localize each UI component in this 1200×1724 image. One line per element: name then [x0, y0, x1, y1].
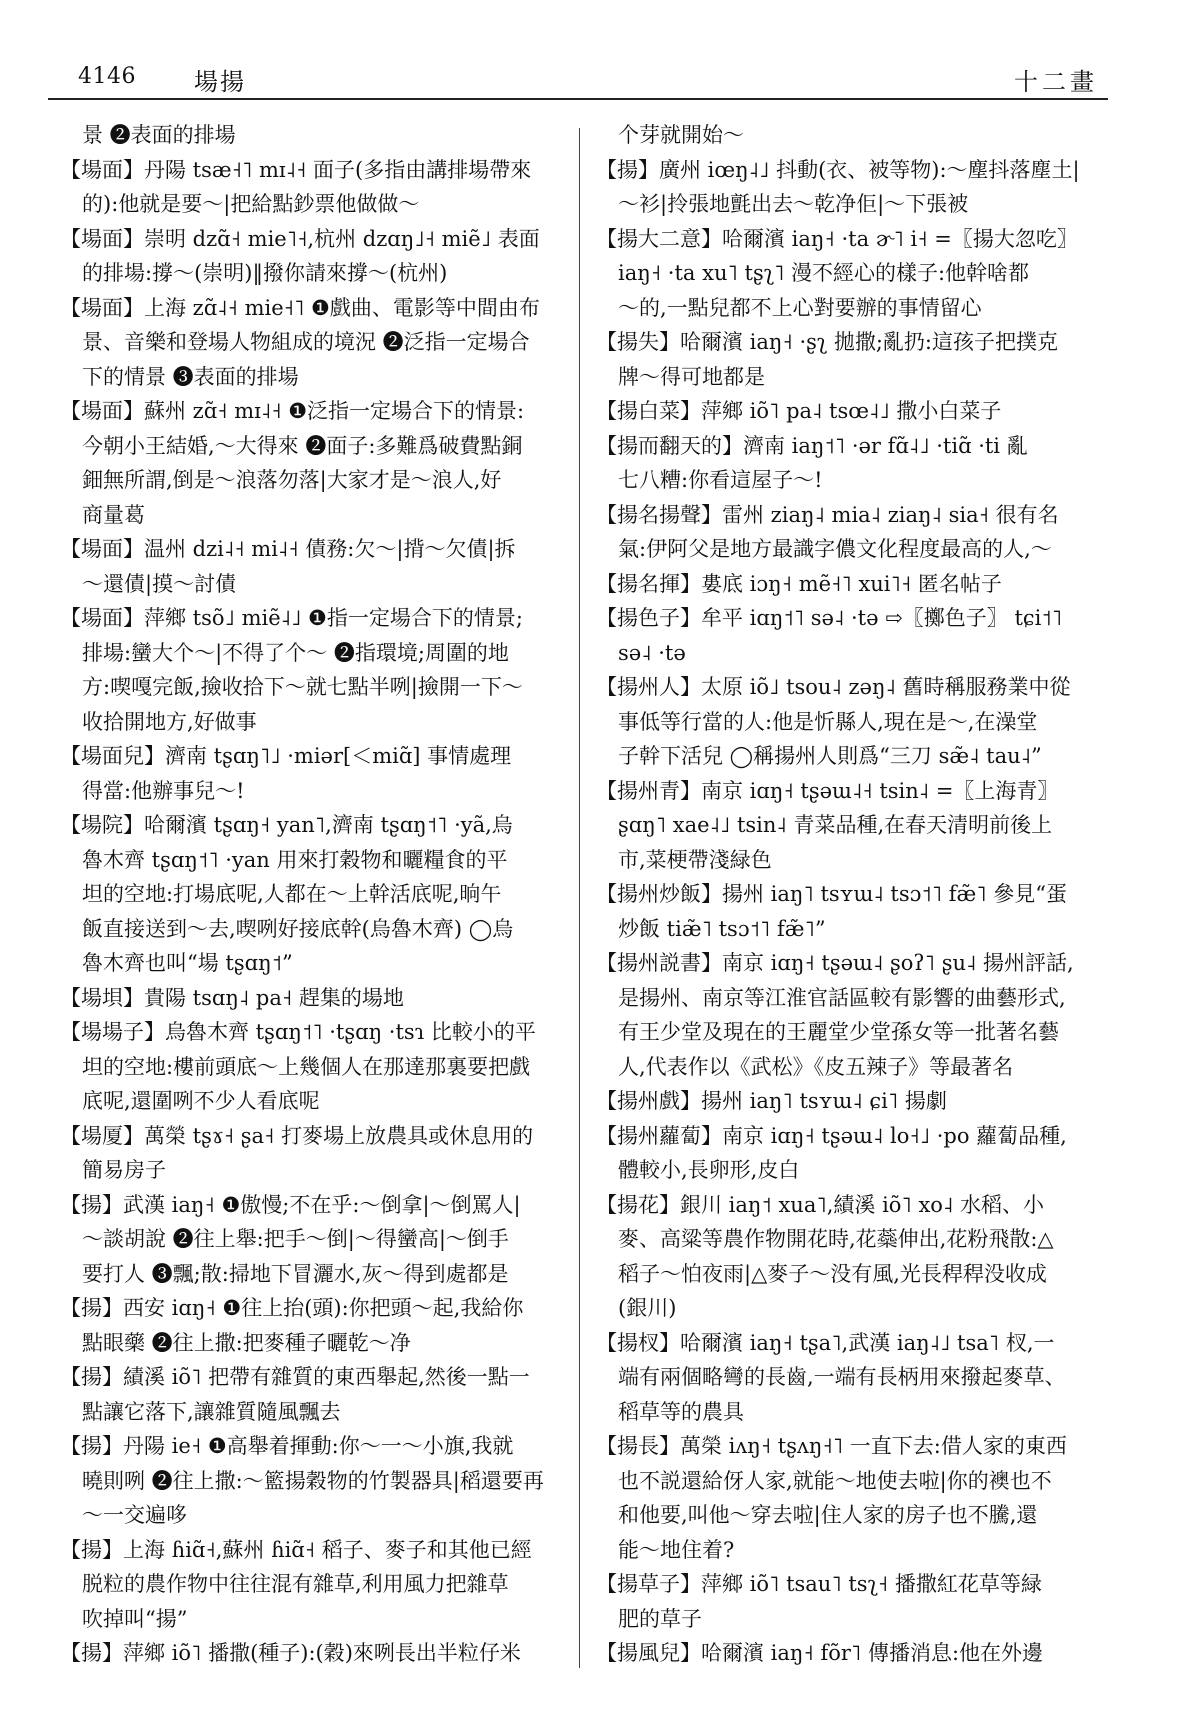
entry-line: 得當:他辦事兒～!: [82, 778, 245, 803]
entry-line: 【揚】績溪 iõ˥ 把帶有雜質的東西舉起,然後一點一: [60, 1365, 530, 1389]
entry-line: 【揚】上海 ɦiɑ̃˧,蘇州 ɦiɑ̃˧ 稻子、麥子和其他已經: [60, 1537, 532, 1562]
entry-line: ～的,一點兒都不上心對要辦的事情留心: [618, 295, 982, 320]
entry-line: 景、音樂和登場人物組成的境況 ❷泛指一定場合: [82, 330, 530, 354]
entry-line: 底呢,還圍咧不少人看底呢: [82, 1089, 320, 1113]
entry-line: 【場面】萍鄉 tsõ˩ miẽ˨˩ ❶指一定場合下的情景;: [60, 606, 523, 630]
entry-line: 【場面】温州 dzi˨˧ mi˨˧ 債務:欠～|揹～欠債|拆: [60, 537, 516, 561]
entry-line: 【揚州蘿蔔】南京 iɑŋ˧ tʂəɯ˨ lo˧˩ ·po 蘿蔔品種,: [596, 1123, 1067, 1148]
entry-line: 吹掉叫“揚”: [82, 1606, 188, 1631]
right-column: [596, 118, 1084, 1671]
entry-line: 點眼藥 ❷往上撒:把麥種子曬乾～净: [82, 1330, 411, 1355]
entry-line: 要打人 ❸飄;散:掃地下冒灑水,灰～得到處都是: [82, 1261, 509, 1286]
entry-line: 【揚草子】萍鄉 iõ˥ tsau˥ tsʅ˧ 播撒紅花草等緑: [596, 1572, 1042, 1596]
entry-line: 【揚州炒飯】揚州 iaŋ˥ tsʏɯ˨ tsɔ˦˥ fæ̃˥ 參見“蛋: [596, 882, 1068, 906]
entry-line: 氣:伊阿父是地方最識字儂文化程度最高的人,～: [618, 537, 1052, 561]
page-header: [48, 62, 1108, 100]
entry-line: 飯直接送到～去,喫咧好接底幹(烏魯木齊) ◯烏: [82, 916, 514, 941]
entry-line: 【揚名揮】婁底 iɔŋ˧ mẽ˧˥ xui˥˧ 匿名帖子: [596, 571, 1002, 596]
entry-line: 牌～得可地都是: [618, 364, 765, 389]
entry-line: 炒飯 tiæ̃˥ tsɔ˦˥ fæ̃˥”: [618, 916, 826, 941]
entry-line: 坦的空地:打場底呢,人都在～上幹活底呢,晌午: [82, 882, 502, 906]
entry-line: 【揚杈】哈爾濱 iaŋ˧ tʂa˥,武漢 iaŋ˨˩ tsa˥ 杈,一: [596, 1330, 1055, 1355]
entry-line: 【揚州人】太原 iõ˩ tsou˨ zəŋ˨ 舊時稱服務業中從: [596, 675, 1071, 699]
entry-line: 端有兩個略彎的長齒,一端有長柄用來撥起麥草、: [618, 1365, 1066, 1389]
entry-line: 商量葛: [82, 502, 145, 527]
entry-line: 七八糟:你看這屋子～!: [618, 468, 823, 492]
entry-line: 魯木齊也叫“場 tʂɑŋ˦”: [82, 951, 293, 975]
entry-line: 今朝小王結婚,～大得來 ❷面子:多難爲破費點銅: [82, 433, 523, 458]
entry-line: 和他要,叫他～穿去啦|住人家的房子也不騰,還: [618, 1503, 1038, 1527]
column-divider: [579, 128, 580, 1668]
entry-line: 【揚大二意】哈爾濱 iaŋ˧ ·ta ɚ˥ i˧ =〖揚大忽吃〗: [596, 226, 1078, 251]
entry-line: 【揚】武漢 iaŋ˧ ❶傲慢;不在乎:～倒拿|～倒罵人|: [60, 1192, 521, 1217]
entry-line: 【揚白菜】萍鄉 iõ˥ pa˨ tsœ˨˩ 撒小白菜子: [596, 399, 1002, 423]
entry-line: 【揚而翻天的】濟南 iaŋ˦˥ ·ər fɑ̃˨˩ ·tiɑ̃ ·ti 亂: [596, 433, 1028, 458]
entry-line: 【揚花】銀川 iaŋ˦ xua˥,績溪 iõ˥ xo˨ 水稻、小: [596, 1192, 1044, 1217]
entry-line: ～衫|拎張地氈出去～乾净佢|～下張被: [618, 192, 969, 216]
entry-line: 【揚州青】南京 iɑŋ˧ tʂəɯ˨˧ tsin˨ =〖上海青〗: [596, 778, 1059, 803]
entry-line: 【揚州戲】揚州 iaŋ˥ tsʏɯ˨ ɕi˥ 揚劇: [596, 1089, 947, 1113]
entry-line: 【揚州説書】南京 iɑŋ˧ tʂəɯ˨ ʂoʔ˥ ʂu˨ 揚州評話,: [596, 951, 1074, 975]
entry-line: 肥的草子: [618, 1606, 702, 1631]
entry-line: 【揚長】萬榮 iʌŋ˧ tʂʌŋ˧˥ 一直下去:借人家的東西: [596, 1434, 1067, 1458]
entry-line: 【揚名揚聲】雷州 ziaŋ˨ mia˨ ziaŋ˨ sia˧ 很有名: [596, 502, 1059, 527]
entry-line: 體較小,長卵形,皮白: [618, 1158, 800, 1182]
entry-line: 【場垻】貴陽 tsɑŋ˨ pa˧ 趕集的場地: [60, 985, 404, 1010]
page-number: 4146: [78, 64, 136, 89]
entry-line: sə˨ ·tə: [618, 640, 686, 665]
entry-line: 簡易房子: [82, 1158, 166, 1182]
entry-line: 子幹下活兒 ◯稱揚州人則爲“三刀 sæ̃˨ tau˨”: [618, 744, 1042, 768]
entry-line: 【場面兒】濟南 tʂɑŋ˥˩ ·miər[＜miɑ̃] 事情處理: [60, 744, 512, 768]
entry-line: 鈿無所謂,倒是～浪落勿落|大家才是～浪人,好: [82, 468, 502, 492]
entry-line: 魯木齊 tʂɑŋ˦˥ ·yan 用來打穀物和曬糧食的平: [82, 847, 508, 872]
entry-line: 【場厦】萬榮 tʂɤ˧ ʂa˧ 打麥場上放農具或休息用的: [60, 1123, 534, 1148]
entry-line: ʂɑŋ˥ xae˨˩ tsin˨ 青菜品種,在春天清明前後上: [618, 813, 1053, 837]
entry-line: 【場場子】烏魯木齊 tʂɑŋ˦˥ ·tʂɑŋ ·tsɿ 比較小的平: [60, 1020, 536, 1044]
entry-line: 【揚色子】牟平 iɑŋ˦˥ sə˨ ·tə ⇨〖擲色子〗 tɕi˦˥: [596, 606, 1063, 630]
entry-line: 【揚】廣州 iœŋ˨˩ 抖動(衣、被等物):～塵抖落塵土|: [596, 157, 1080, 182]
entry-line: 也不説還給伢人家,就能～地使去啦|你的襖也不: [618, 1468, 1052, 1493]
entry-line: 的排場:撐～(崇明)‖撥你請來撐～(杭州): [82, 261, 448, 285]
entry-line: 稻子～怕夜雨|△麥子～没有風,光長稈稈没收成: [618, 1261, 1047, 1286]
entry-line: ～一交遍哆: [82, 1503, 187, 1527]
entry-line: 方:喫嘎完飯,撿收拾下～就七點半咧|撿開一下～: [82, 675, 523, 699]
entry-line: 【場面】崇明 dzɑ̃˧ mie˥˧,杭州 dzɑŋ˩˧ miẽ˩ 表面: [60, 226, 540, 251]
entry-line: 个芽就開始～: [618, 123, 744, 147]
entry-line: 事低等行當的人:他是忻縣人,現在是～,在澡堂: [618, 709, 1038, 734]
entry-line: 【揚】丹陽 ie˧ ❶高舉着揮動:你～一～小旗,我就: [60, 1434, 514, 1458]
entry-line: 點讓它落下,讓雜質隨風飄去: [82, 1399, 341, 1424]
entry-line: 【場院】哈爾濱 tʂɑŋ˧ yan˥,濟南 tʂɑŋ˦˥ ·yã,烏: [60, 813, 513, 837]
entry-line: 【揚風兒】哈爾濱 iaŋ˧ fõr˥ 傳播消息:他在外邊: [596, 1641, 1044, 1665]
entry-line: (銀川): [618, 1296, 677, 1320]
entry-line: ～還債|摸～討債: [82, 571, 237, 596]
entry-line: 市,菜梗帶淺緑色: [618, 847, 772, 872]
header-characters: 場揚: [194, 68, 246, 96]
entry-line: 【揚】西安 iɑŋ˧ ❶往上抬(頭):你把頭～起,我給你: [60, 1296, 524, 1320]
entry-line: 【場面】上海 zɑ̃˨˧ mie˧˥ ❶戲曲、電影等中間由布: [60, 295, 540, 320]
entry-line: 能～地住着?: [618, 1537, 735, 1562]
entry-line: 人,代表作以《武松》《皮五辣子》等最著名: [618, 1054, 1014, 1079]
entry-line: 脱粒的農作物中往往混有雜草,利用風力把雜草: [82, 1572, 509, 1596]
entry-line: 排場:蠻大个～|不得了个～ ❷指環境;周圍的地: [82, 640, 509, 665]
stroke-count: 十二畫: [1014, 68, 1098, 96]
entry-line: 曉則咧 ❷往上撒:～籃揚穀物的竹製器具|稻還要再: [82, 1468, 544, 1493]
entry-line: 【揚】萍鄉 iõ˥ 播撒(種子):(穀)來咧長出半粒仔米: [60, 1641, 521, 1665]
entry-line: 麥、高粱等農作物開花時,花蘂伸出,花粉飛散:△: [618, 1227, 1054, 1251]
entry-line: 景 ❷表面的排場: [82, 123, 236, 147]
entry-line: 【場面】丹陽 tsæ˧˥ mɪ˨˧ 面子(多指由講排場帶來: [60, 157, 532, 182]
entry-line: 【場面】蘇州 zɑ̃˧ mɪ˨˧ ❶泛指一定場合下的情景:: [60, 399, 525, 423]
entry-line: ～談胡說 ❷往上舉:把手～倒|～得蠻高|～倒手: [82, 1227, 509, 1251]
entry-line: 的):他就是要～|把給點鈔票他做做～: [82, 192, 420, 216]
entry-line: 收拾開地方,好做事: [82, 709, 257, 734]
entry-line: iaŋ˧ ·ta xu˥ tʂʅ˥ 漫不經心的樣子:他幹啥都: [618, 261, 1030, 285]
entry-line: 下的情景 ❸表面的排場: [82, 364, 299, 389]
entry-line: 坦的空地:樓前頭底～上幾個人在那達那裏要把戲: [82, 1054, 531, 1079]
entry-line: 是揚州、南京等江淮官話區較有影響的曲藝形式,: [618, 985, 1066, 1010]
left-column: [60, 118, 548, 1671]
entry-line: 【揚失】哈爾濱 iaŋ˧ ·ʂʅ 拋撒;亂扔:這孩子把撲克: [596, 330, 1058, 354]
entry-line: 稻草等的農具: [618, 1399, 744, 1424]
entry-line: 有王少堂及現在的王麗堂少堂孫女等一批著名藝: [618, 1020, 1059, 1044]
